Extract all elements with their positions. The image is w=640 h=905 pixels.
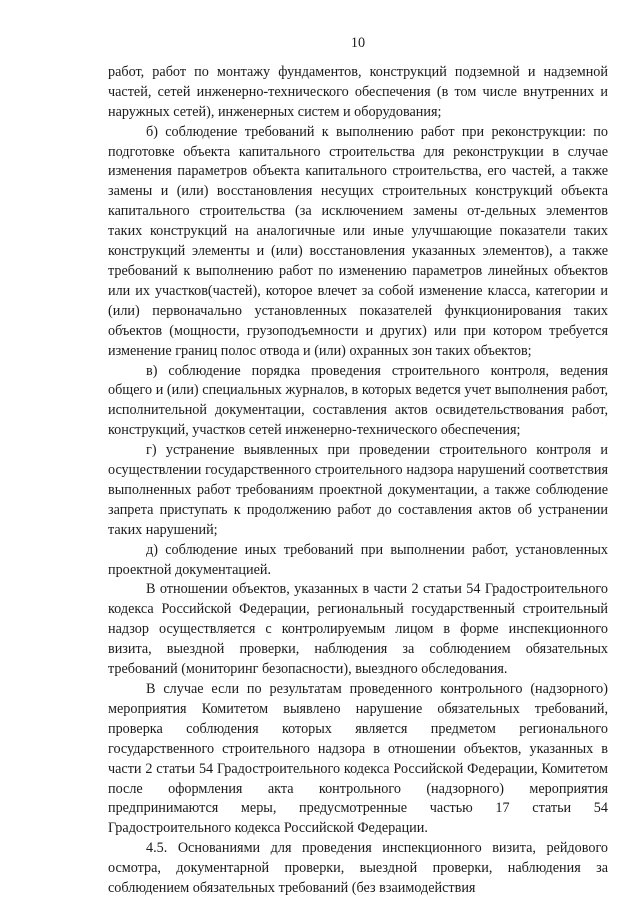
paragraph-item-b: б) соблюдение требований к выполнению работ при реконструкции: по подготовке объекта капитального строительства для реконструкции в случае изменения параметров объекта капитального строительства, его частей, а также замены и (или) восстановления несущих строительных конструкций объекта капитального строительства (за исключением замены от-дельных элементов таких конструкций на аналогичные или иные улучшающие показатели таких конструкций элементы и (или) восстановления указанных элементов), а также требований к выполнению работ по изменению параметров линейных объектов или их участков(частей), которое влечет за собой изменение класса, категории и (или) первоначально установленных показателей функционирования таких объектов (мощности, грузоподъемности и других) или при котором требуется изменение границ полос отвода и (или) охранных зон таких объектов; — [108, 123, 608, 359]
page-number: 10 — [350, 35, 366, 51]
paragraph-item-d: д) соблюдение иных требований при выполнении работ, установленных проектной документацией. — [108, 541, 608, 578]
paragraph-item-g: г) устранение выявленных при проведении строительного контроля и осуществлении государственного строительного надзора нарушений соответствия выполненных работ требованиям проектной документации, а также соблюдение запрета приступать к продолжению работ до составления актов об устранении таких нарушений; — [108, 442, 608, 538]
paragraph-objects: В отношении объектов, указанных в части 2 статьи 54 Градостроительного кодекса Российской Федерации, региональный государственный строительный надзор осуществляется с контролируемым лицом в форме инспекционного визита, выездной проверки, наблюдения за соблюдением обязательных требований (мониторинг безопасности), выездного обследования. — [108, 581, 608, 678]
paragraph-item-v: в) соблюдение порядка проведения строительного контроля, ведения общего и (или) специальных журналов, в которых ведется учет выполнения работ, исполнительной документации, составления актов освидетельствования работ, конструкций, участков сетей инженерно-технического обеспечения; — [108, 362, 608, 439]
paragraph-violation: В случае если по результатам проведенного контрольного (надзорного) мероприятия Комитетом выявлено нарушение обязательных требований, проверка соблюдения которых является предметом регионального государственного строительного надзора в отношении объектов, указанных в части 2 статьи 54 Градостроительного кодекса Российской Федерации, Комитетом после оформления акта контрольного (надзорного) мероприятия предпринимаются меры, предусмотренные частью 17 статьи 54 Градостроительного кодекса Российской Федерации. — [108, 681, 608, 837]
paragraph-4-5: 4.5. Основаниями для проведения инспекционного визита, рейдового осмотра, документарной проверки, выездной проверки, наблюдения за соблюдением обязательных требований (без взаимодействия — [108, 840, 608, 897]
paragraph-continuation: работ, работ по монтажу фундаментов, конструкций подземной и надземной частей, сетей инженерно-технического обеспечения (в том числе внутренних и наружных сетей), инженерных систем и оборудования; — [108, 63, 608, 120]
